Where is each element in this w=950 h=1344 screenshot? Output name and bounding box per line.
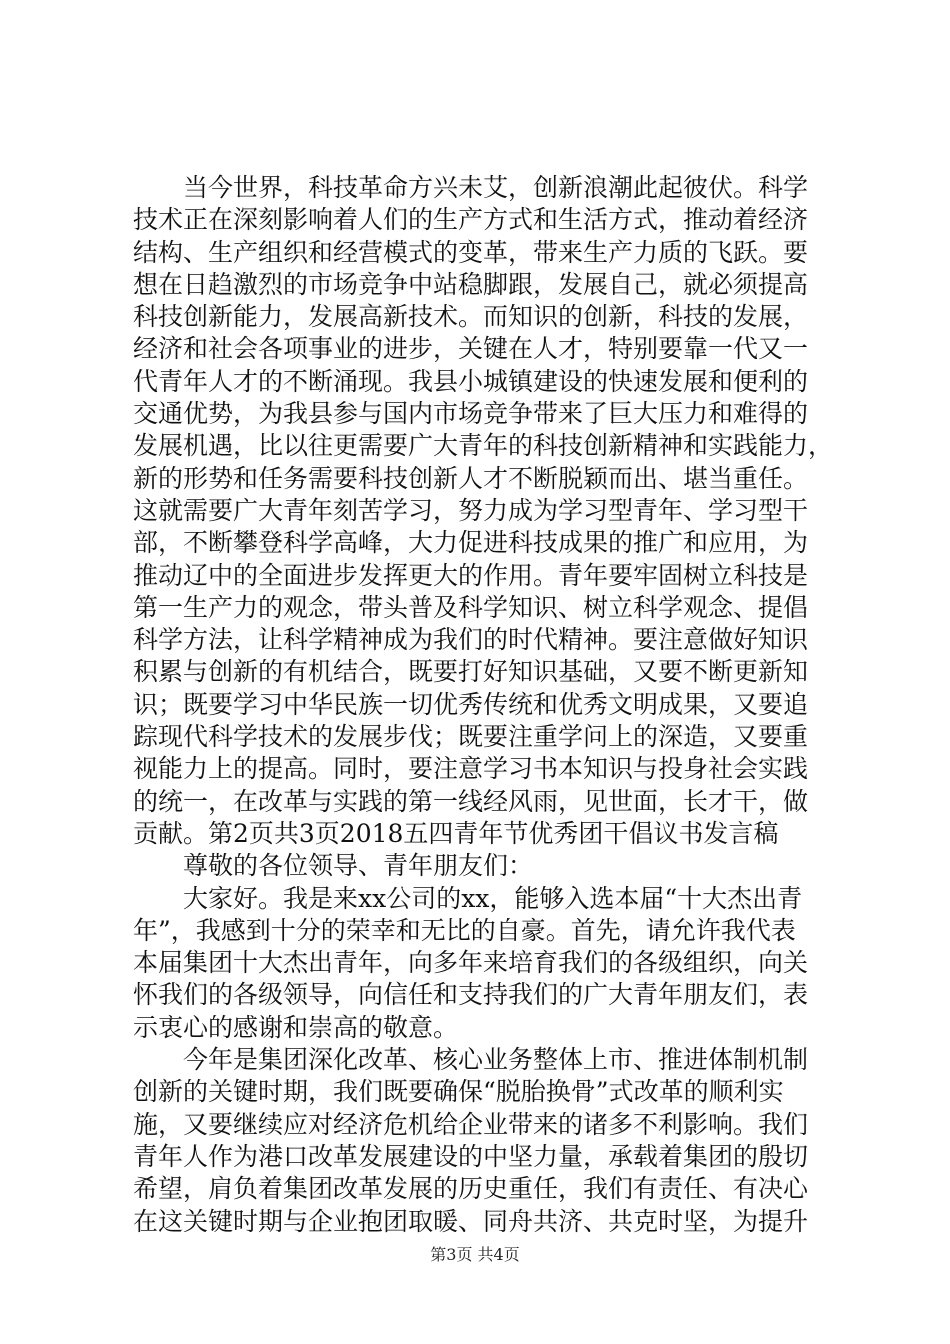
text-line: 视能力上的提高。同时，要注意学习书本知识与投身社会实践 [133, 754, 809, 784]
text-line: 科学方法，让科学精神成为我们的时代精神。要注意做好知识 [133, 625, 809, 655]
text-line: 贡献。第2页共3页2018五四青年节优秀团干倡议书发言稿 [133, 818, 779, 848]
text-line: 经济和社会各项事业的进步，关键在人才，特别要靠一代又一 [133, 334, 809, 364]
text-line: 识；既要学习中华民族一切优秀传统和优秀文明成果，又要追 [133, 689, 809, 719]
text-line: 想在日趋激烈的市场竞争中站稳脚跟，发展自己，就必须提高 [133, 269, 809, 299]
text-line: 大家好。我是来xx公司的xx，能够入选本届“十大杰出青 [183, 883, 803, 913]
text-line: 创新的关键时期，我们既要确保“脱胎换骨”式改革的顺利实 [133, 1077, 784, 1107]
text-line: 第一生产力的观念，带头普及科学知识、树立科学观念、提倡 [133, 592, 809, 622]
text-line: 结构、生产组织和经营模式的变革，带来生产力质的飞跃。要 [133, 237, 809, 267]
text-line: 今年是集团深化改革、核心业务整体上市、推进体制机制 [183, 1045, 809, 1075]
text-line: 发展机遇，比以往更需要广大青年的科技创新精神和实践能力， [133, 431, 833, 461]
page-footer: 第3页 共4页 [430, 1245, 520, 1264]
text-line: 积累与创新的有机结合，既要打好知识基础，又要不断更新知 [133, 657, 809, 687]
text-line: 怀我们的各级领导，向信任和支持我们的广大青年朋友们，表 [133, 980, 809, 1010]
text-line: 年”，我感到十分的荣幸和无比的自豪。首先，请允许我代表 [133, 915, 796, 945]
text-line: 科技创新能力，发展高新技术。而知识的创新，科技的发展， [133, 302, 809, 332]
text-line: 部，不断攀登科学高峰，大力促进科技成果的推广和应用，为 [133, 528, 809, 558]
text-line: 新的形势和任务需要科技创新人才不断脱颖而出、堪当重任。 [133, 463, 809, 493]
text-line: 示衷心的感谢和崇高的敬意。 [133, 1012, 459, 1042]
salutation: 尊敬的各位领导、青年朋友们： [183, 851, 534, 881]
text-line: 这就需要广大青年刻苦学习，努力成为学习型青年、学习型干 [133, 495, 809, 525]
text-line: 踪现代科学技术的发展步伐；既要注重学问上的深造，又要重 [133, 722, 809, 752]
text-line: 技术正在深刻影响着人们的生产方式和生活方式，推动着经济 [133, 205, 809, 235]
text-line: 希望，肩负着集团改革发展的历史重任，我们有责任、有决心 [133, 1174, 809, 1204]
text-line: 代青年人才的不断涌现。我县小城镇建设的快速发展和便利的 [133, 366, 809, 396]
body-text [133, 172, 833, 1238]
text-line: 本届集团十大杰出青年，向多年来培育我们的各级组织，向关 [133, 948, 809, 978]
text-line: 青年人作为港口改革发展建设的中坚力量，承载着集团的殷切 [133, 1141, 809, 1171]
text-line: 当今世界，科技革命方兴未艾，创新浪潮此起彼伏。科学 [183, 173, 809, 202]
text-line: 在这关键时期与企业抱团取暖、同舟共济、共克时坚，为提升 [133, 1206, 809, 1236]
text-line: 交通优势，为我县参与国内市场竞争带来了巨大压力和难得的 [133, 399, 809, 429]
text-line: 推动辽中的全面进步发挥更大的作用。青年要牢固树立科技是 [133, 560, 809, 590]
text-line: 的统一，在改革与实践的第一线经风雨，见世面，长才干，做 [133, 786, 809, 816]
text-line: 施，又要继续应对经济危机给企业带来的诸多不利影响。我们 [133, 1109, 809, 1139]
